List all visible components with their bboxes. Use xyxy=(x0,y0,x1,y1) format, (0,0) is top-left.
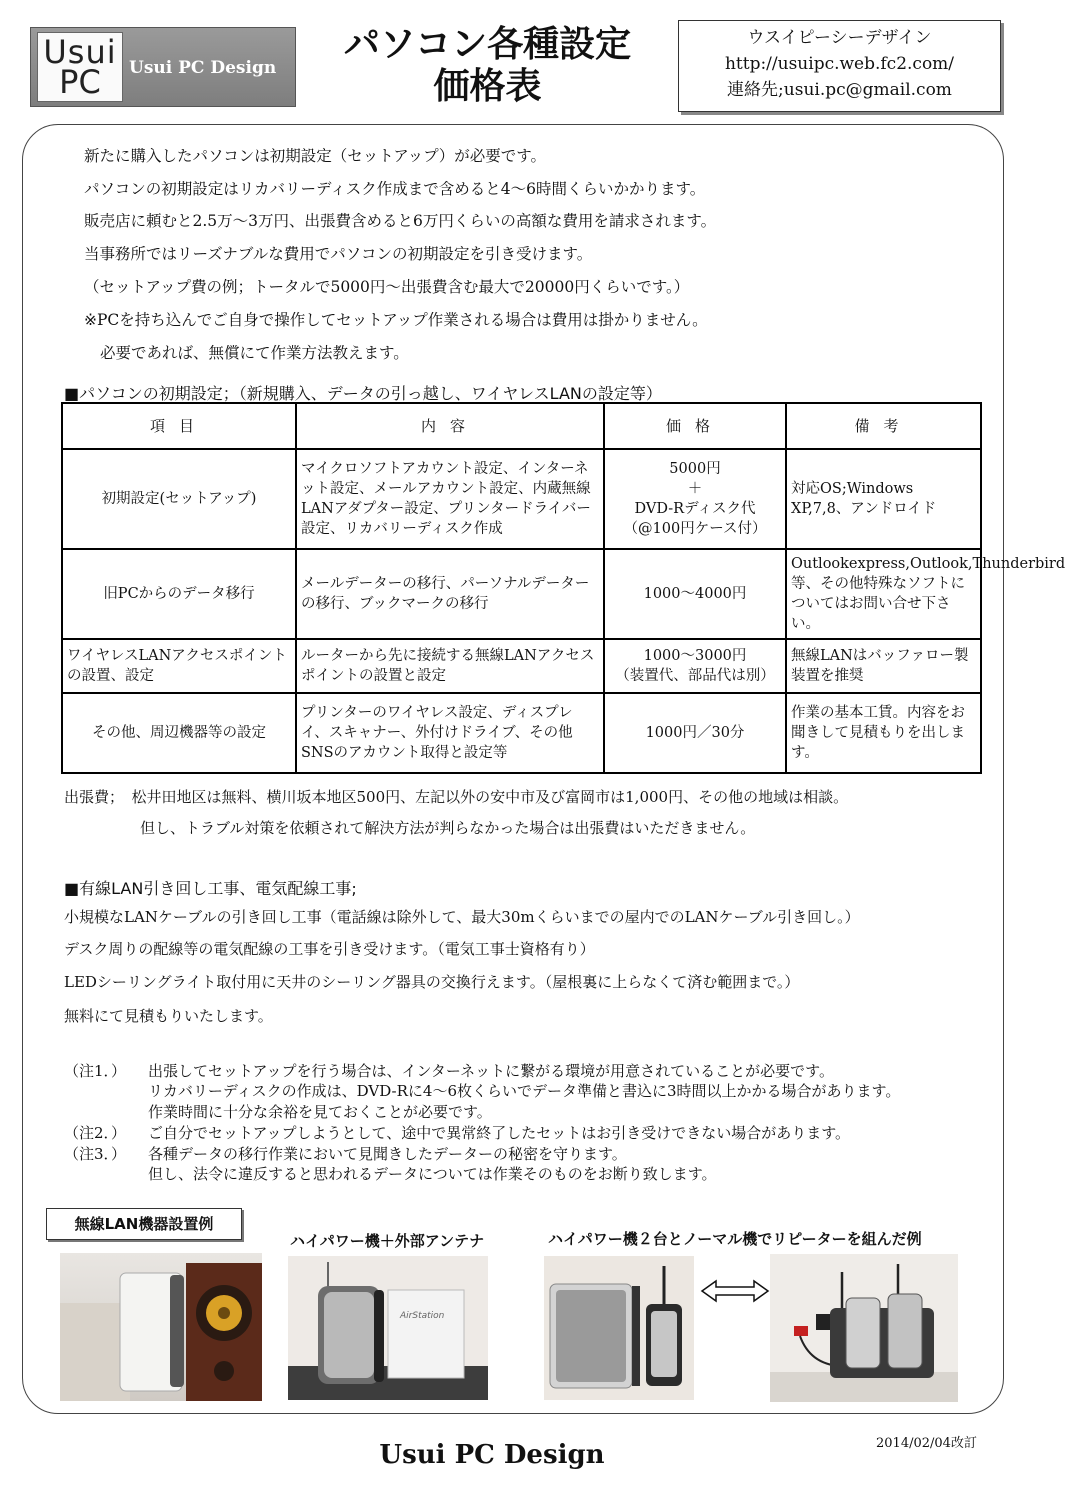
row-price: 1000〜4000円 xyxy=(604,549,786,639)
note-text: リカバリーディスクの作成は、DVD-Rに4〜6枚くらいでデータ準備と書込に3時間以上かかる場合があります。 xyxy=(148,1082,901,1100)
title-line-1: パソコン各種設定 xyxy=(343,24,632,65)
row-price xyxy=(604,639,786,693)
section1-heading: ■パソコンの初期設定；（新規購入、データの引っ越し、ワイヤレスLANの設定等） xyxy=(64,384,662,403)
row-item: その他、周辺機器等の設定 xyxy=(62,693,296,773)
intro-line: 必要であれば、無償にて作業方法教えます。 xyxy=(100,344,409,362)
price-main: 1000〜3000円 xyxy=(643,648,747,664)
table-row xyxy=(62,639,981,693)
repeater-photo-1 xyxy=(544,1256,694,1400)
logo xyxy=(30,27,296,107)
double-arrow-icon xyxy=(700,1279,770,1303)
photo-section-label: 無線LAN機器設置例 xyxy=(46,1208,242,1240)
note-label: （注3．） xyxy=(64,1145,127,1163)
row-content: マイクロソフトアカウント設定、インターネット設定、メールアカウント設定、内蔵無線LANアダプター設定、プリンタードライバー設定、リカバリーディスク作成 xyxy=(296,449,604,549)
row-item: ワイヤレスLANアクセスポイントの設置、設定 xyxy=(62,639,296,693)
intro-line: パソコンの初期設定はリカバリーディスク作成まで含めると4〜6時間くらいかかります。 xyxy=(84,180,706,198)
logo-brand-text: Usui PC Design xyxy=(129,58,277,78)
intro-line: ※PCを持ち込んでご自身で操作してセットアップ作業される場合は費用は掛かりません。 xyxy=(84,311,708,329)
table-row xyxy=(62,549,981,639)
row-price: 1000円／30分 xyxy=(604,693,786,773)
row-content: メールデーターの移行、パーソナルデーターの移行、ブックマークの移行 xyxy=(296,549,604,639)
logo-pc-text: PC xyxy=(59,63,101,101)
intro-line: 当事務所ではリーズナブルな費用でパソコンの初期設定を引き受けます。 xyxy=(84,245,593,263)
repeater-photo-2 xyxy=(770,1254,958,1402)
note-text: 出張してセットアップを行う場合は、インターネットに繋がる環境が用意されていることが必要です。 xyxy=(148,1062,834,1080)
price-sub: （@100円ケース付） xyxy=(623,521,767,537)
revision-date: 2014/02/04改訂 xyxy=(876,1436,977,1451)
section2-line: デスク周りの配線等の電気配線の工事を引き受けます。（電気工事士資格有り） xyxy=(64,940,595,958)
travel-fee: 出張費； 松井田地区は無料、横川坂本地区500円、左記以外の安中市及び富岡市は1,000円、その他の地域は相談。 xyxy=(64,788,849,806)
row-remarks: 無線LANはバッファロー製装置を推奨 xyxy=(786,639,981,693)
column-header-content: 内容 xyxy=(296,403,604,449)
travel-fee-note: 但し、トラブル対策を依頼されて解決方法が判らなかった場合は出張費はいただきません。 xyxy=(140,819,756,837)
table-row xyxy=(62,693,981,773)
antenna-router-photo xyxy=(288,1256,488,1400)
note-text: ご自分でセットアップしようとして、途中で異常終了したセットはお引き受けできない場合があります。 xyxy=(148,1124,851,1142)
row-item: 初期設定(セットアップ) xyxy=(62,449,296,549)
intro-line: 販売店に頼むと2.5万〜3万円、出張費含めると6万円くらいの高額な費用を請求されます。 xyxy=(84,212,717,230)
photo-caption: ハイパワー機２台とノーマル機でリピーターを組んだ例 xyxy=(548,1230,922,1248)
row-price xyxy=(604,449,786,549)
row-content: ルーターから先に接続する無線LANアクセスポイントの設置と設定 xyxy=(296,639,604,693)
contact-url[interactable]: http://usuipc.web.fc2.com/ xyxy=(724,54,955,74)
contact-name: ウスイピーシーデザイン xyxy=(747,28,932,48)
section2-line: LEDシーリングライト取付用に天井のシーリング器具の交換行えます。（屋根裏に上らなくて済む範囲まで。） xyxy=(64,973,800,991)
note-label: （注2．） xyxy=(64,1124,127,1142)
logo-usui-text: Usui xyxy=(43,33,117,71)
section2-line: 無料にて見積もりいたします。 xyxy=(64,1007,273,1025)
section2-heading: ■有線LAN引き回し工事、電気配線工事; xyxy=(64,879,357,898)
note-label: （注1．） xyxy=(64,1062,127,1080)
row-remarks: Outlookexpress,Outlook,Thunderbird等、その他特殊なソフトについてはお問い合せ下さい。 xyxy=(786,549,981,639)
note-text: 各種データの移行作業において見聞きしたデーターの秘密を守ります。 xyxy=(148,1145,627,1163)
row-content: プリンターのワイヤレス設定、ディスプレイ、スキャナー、外付けドライブ、その他SNSのアカウント取得と設定等 xyxy=(296,693,604,773)
footer-brand: Usui PC Design xyxy=(379,1440,605,1470)
price-table xyxy=(61,402,1065,774)
column-header-remarks: 備考 xyxy=(786,403,981,449)
router-photo xyxy=(60,1253,262,1401)
logo-mark xyxy=(37,32,123,102)
price-sub: DVD-Rディスク代 xyxy=(634,501,756,517)
price-plus: ＋ xyxy=(687,481,703,497)
column-header-item: 項目 xyxy=(62,403,296,449)
title-line-2: 価格表 xyxy=(433,66,542,107)
contact-box xyxy=(678,20,1001,112)
table-header-row xyxy=(62,403,981,449)
device-brand-text: AirStation xyxy=(400,1311,445,1321)
contact-email[interactable]: 連絡先;usui.pc@gmail.com xyxy=(727,80,952,100)
column-header-price: 価格 xyxy=(604,403,786,449)
table-row xyxy=(62,449,981,549)
row-remarks: 対応OS;Windows XP,7,8、アンドロイド xyxy=(786,449,981,549)
note-text: 作業時間に十分な余裕を見ておくことが必要です。 xyxy=(148,1103,492,1121)
price-sub: （装置代、部品代は別） xyxy=(615,668,775,684)
price-main: 5000円 xyxy=(669,461,721,477)
intro-line: 新たに購入したパソコンは初期設定（セットアップ）が必要です。 xyxy=(84,147,547,165)
row-remarks: 作業の基本工賃。内容をお聞きして見積もりを出します。 xyxy=(786,693,981,773)
section2-line: 小規模なLANケーブルの引き回し工事（電話線は除外して、最大30mくらいまでの屋内でのLANケーブル引き回し。） xyxy=(64,908,860,926)
intro-line: （セットアップ費の例；トータルで5000円〜出張費含む最大で20000円くらいです。） xyxy=(84,278,690,296)
note-text: 但し、法令に違反すると思われるデータについては作業そのものをお断り致します。 xyxy=(148,1165,717,1183)
page-title xyxy=(300,24,675,108)
photo-caption: ハイパワー機＋外部アンテナ xyxy=(290,1232,485,1250)
row-item: 旧PCからのデータ移行 xyxy=(62,549,296,639)
